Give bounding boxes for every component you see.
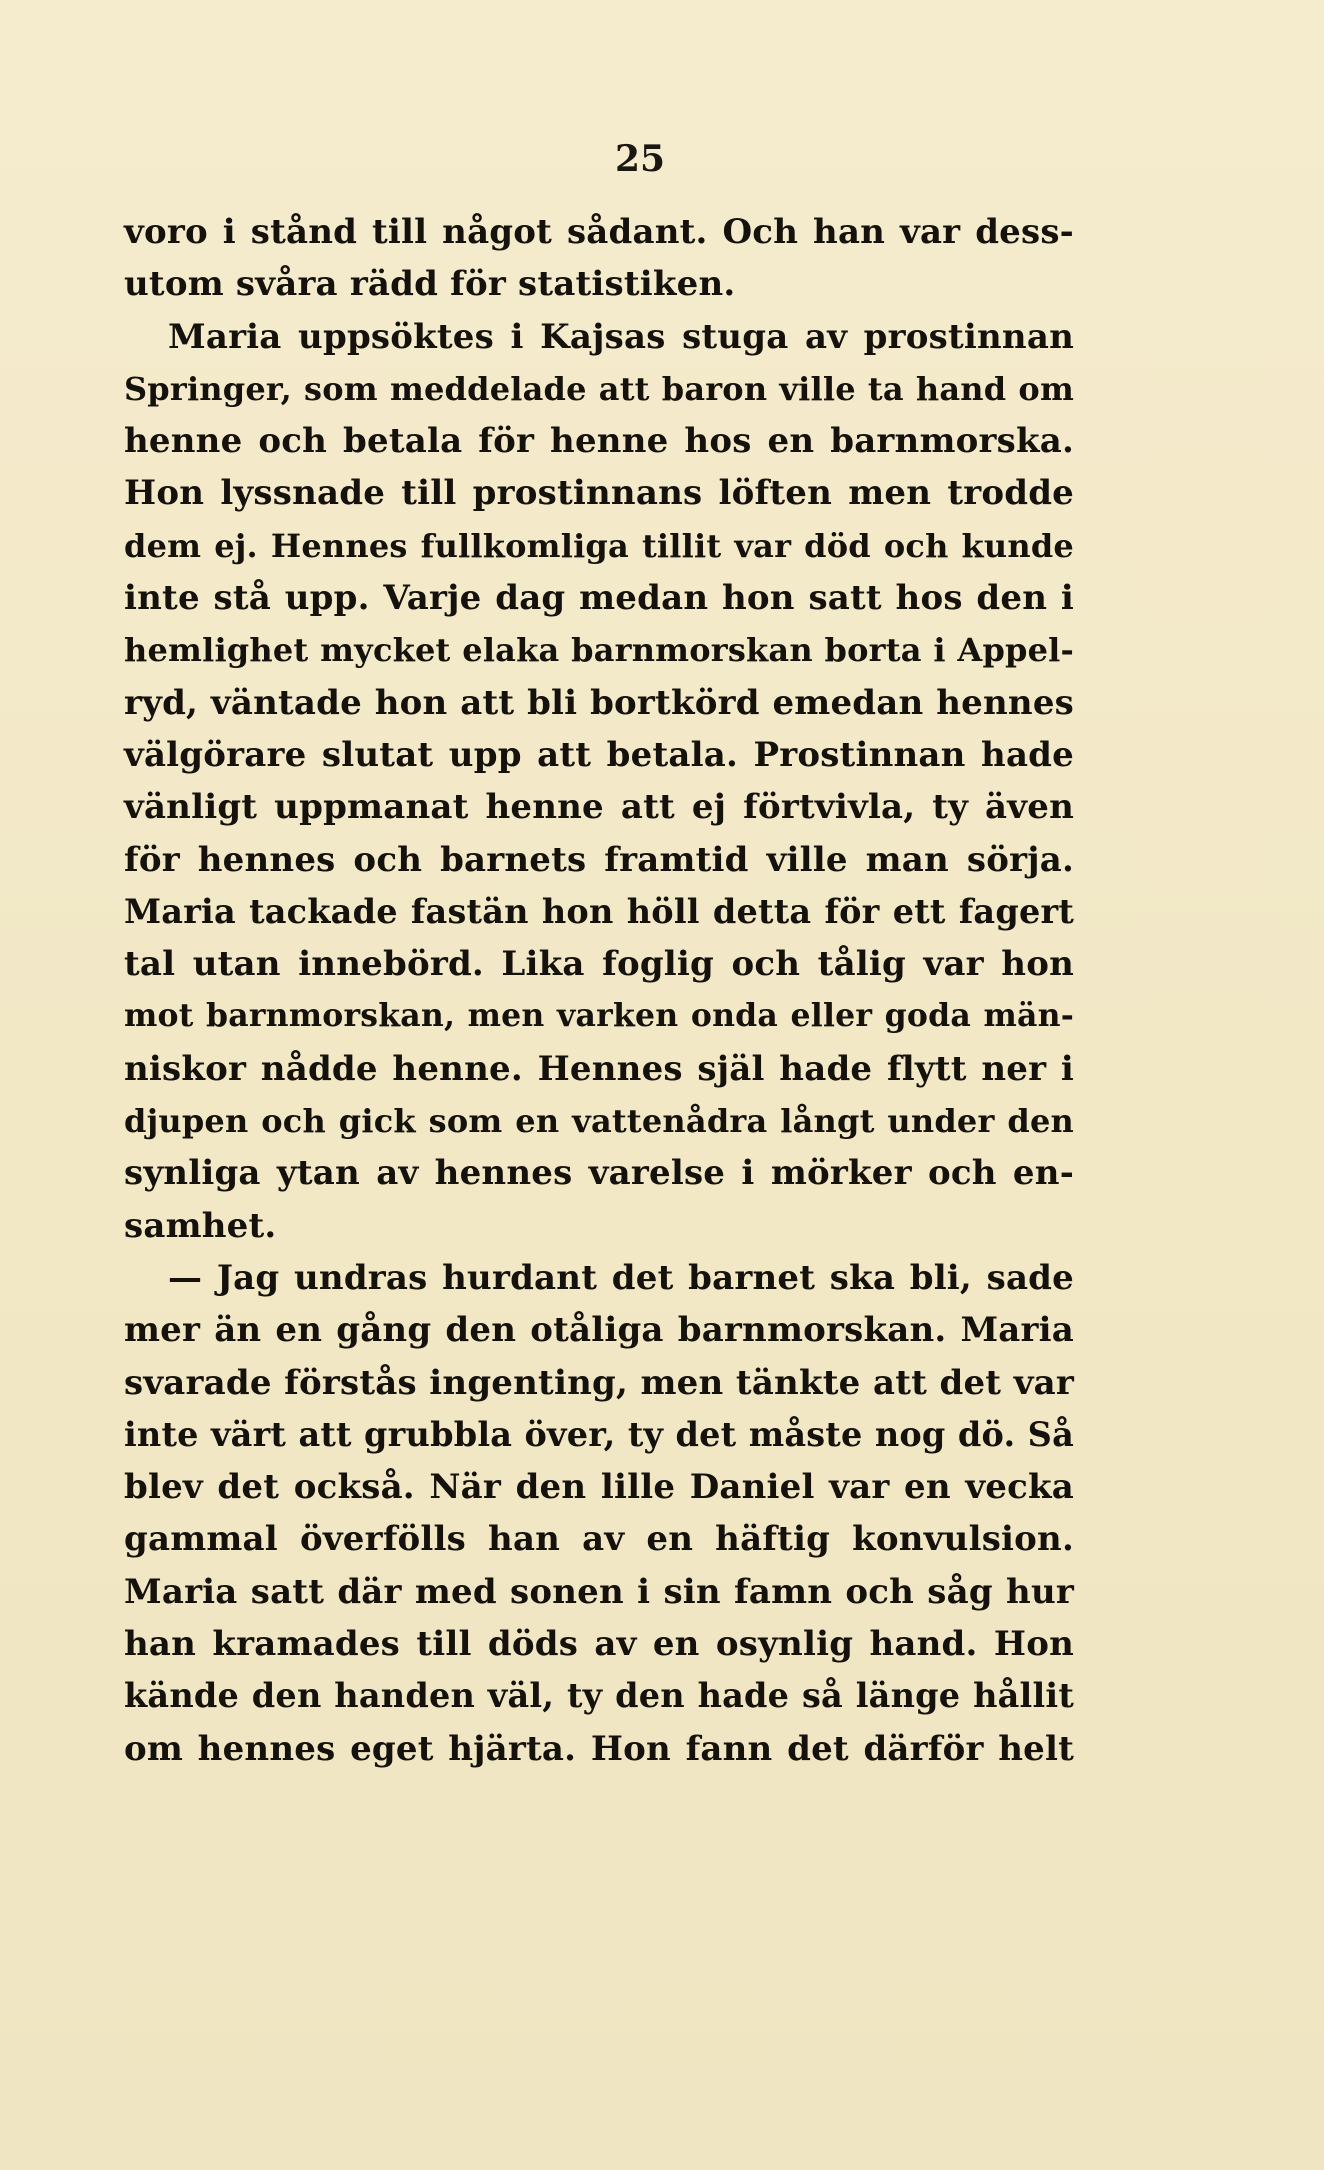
text-line: Hon lyssnade till prostinnans löften men trodde xyxy=(124,473,1074,514)
text-line: välgörare slutat upp att betala. Prostinnan hade xyxy=(124,734,1074,775)
text-line: dem ej. Hennes fullkomliga tillit var död och kunde xyxy=(124,526,1074,565)
text-line: kände den handen väl, ty den hade så länge hållit xyxy=(124,1676,1074,1716)
text-line: — Jag undras hurdant det barnet ska bli, sade xyxy=(168,1257,1074,1298)
text-line: samhet. xyxy=(124,1205,277,1246)
text-line: henne och betala för henne hos en barnmorska. xyxy=(124,421,1074,462)
text-line: utom svåra rädd för statistiken. xyxy=(124,264,736,305)
text-line: voro i stånd till något sådant. Och han var dess- xyxy=(124,212,1074,252)
text-line: Maria uppsöktes i Kajsas stuga av prostinnan xyxy=(168,316,1074,357)
text-line: mer än en gång den otåliga barnmorskan. Maria xyxy=(124,1310,1074,1351)
text-line: djupen och gick som en vattenådra långt under den xyxy=(124,1102,1074,1141)
text-line: om hennes eget hjärta. Hon fann det därför helt xyxy=(124,1728,1074,1769)
page-number: 25 xyxy=(614,138,666,180)
text-line: inte värt att grubbla över, ty det måste nog dö. Så xyxy=(124,1414,1074,1454)
text-line: svarade förstås ingenting, men tänkte att det var xyxy=(124,1362,1074,1403)
text-line: inte stå upp. Varje dag medan hon satt hos den i xyxy=(124,578,1074,619)
text-line: Maria tackade fastän hon höll detta för ett fagert xyxy=(124,891,1074,931)
text-line: Maria satt där med sonen i sin famn och såg hur xyxy=(124,1571,1074,1612)
text-line: gammal överfölls han av en häftig konvulsion. xyxy=(124,1519,1074,1560)
text-line: tal utan innebörd. Lika foglig och tålig var hon xyxy=(124,944,1074,985)
text-line: blev det också. När den lille Daniel var en vecka xyxy=(124,1467,1074,1508)
text-line: han kramades till döds av en osynlig hand. Hon xyxy=(124,1624,1074,1665)
text-line: mot barnmorskan, men varken onda eller goda män- xyxy=(124,997,1074,1035)
text-line: vänligt uppmanat henne att ej förtvivla, ty även xyxy=(124,787,1074,828)
text-line: synliga ytan av hennes varelse i mörker och en- xyxy=(124,1153,1074,1194)
text-line: niskor nådde henne. Hennes själ hade flytt ner i xyxy=(124,1048,1074,1089)
text-line: ryd, väntade hon att bli bortkörd emedan hennes xyxy=(124,682,1074,723)
text-line: för hennes och barnets framtid ville man sörja. xyxy=(124,839,1074,880)
text-line: hemlighet mycket elaka barnmorskan borta i Appel- xyxy=(124,631,1074,670)
text-line: Springer, som meddelade att baron ville ta hand om xyxy=(124,369,1074,408)
body-text xyxy=(124,206,1074,1775)
